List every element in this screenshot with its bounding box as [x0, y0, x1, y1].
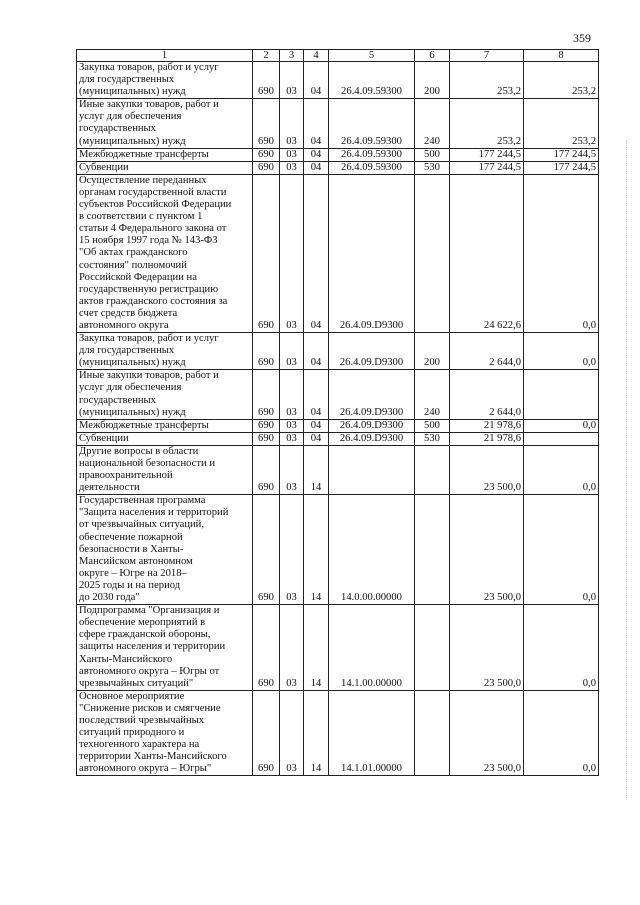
amount-col8: 0,0	[524, 690, 599, 776]
target-article-code: 26.4.09.59300	[329, 99, 415, 148]
subsection-code: 04	[304, 419, 329, 432]
target-article-code	[329, 445, 415, 494]
section-code: 03	[280, 370, 304, 419]
subsection-code: 04	[304, 370, 329, 419]
column-header: 5	[329, 50, 415, 62]
section-code: 03	[280, 148, 304, 161]
amount-col7: 21 978,6	[450, 419, 524, 432]
target-article-code: 26.4.09.59300	[329, 148, 415, 161]
scan-edge-dots	[626, 140, 628, 800]
section-code: 03	[280, 605, 304, 691]
ministry-code: 690	[253, 370, 280, 419]
ministry-code: 690	[253, 690, 280, 776]
row-name: Иные закупки товаров, работ и услуг для обеспечения государственных (муниципальных) нужд	[77, 370, 253, 419]
subsection-code: 14	[304, 690, 329, 776]
ministry-code: 690	[253, 432, 280, 445]
section-code: 03	[280, 690, 304, 776]
expense-type-code	[415, 174, 450, 332]
row-name: Иные закупки товаров, работ и услуг для обеспечения государственных (муниципальных) нужд	[77, 99, 253, 148]
section-code: 03	[280, 161, 304, 174]
section-code: 03	[280, 419, 304, 432]
target-article-code: 26.4.09.D9300	[329, 174, 415, 332]
row-name: Основное мероприятие "Снижение рисков и смягчение последствий чрезвычайных ситуаций природного и техногенного характера на территории Ханты-Мансийского автономного округа – Югры"	[77, 690, 253, 776]
row-name: Подпрограмма "Организация и обеспечение мероприятий в сфере гражданской обороны, защиты населения и территории Ханты-Мансийского автономного округа – Югры от чрезвычайных ситуаций"	[77, 605, 253, 691]
column-header: 8	[524, 50, 599, 62]
table-row	[77, 62, 599, 99]
table-row	[77, 370, 599, 419]
expense-type-code	[415, 495, 450, 605]
target-article-code: 26.4.09.D9300	[329, 370, 415, 419]
amount-col8: 253,2	[524, 62, 599, 99]
expense-type-code	[415, 690, 450, 776]
ministry-code: 690	[253, 495, 280, 605]
row-name: Субвенции	[77, 432, 253, 445]
target-article-code: 14.0.00.00000	[329, 495, 415, 605]
amount-col8: 0,0	[524, 495, 599, 605]
column-header: 2	[253, 50, 280, 62]
ministry-code: 690	[253, 333, 280, 370]
section-code: 03	[280, 62, 304, 99]
row-name: Закупка товаров, работ и услуг для государственных (муниципальных) нужд	[77, 62, 253, 99]
amount-col8: 177 244,5	[524, 148, 599, 161]
subsection-code: 04	[304, 99, 329, 148]
amount-col8: 177 244,5	[524, 161, 599, 174]
column-header: 3	[280, 50, 304, 62]
amount-col7: 23 500,0	[450, 445, 524, 494]
column-header: 1	[77, 50, 253, 62]
expense-type-code: 240	[415, 99, 450, 148]
amount-col7: 23 500,0	[450, 690, 524, 776]
section-code: 03	[280, 495, 304, 605]
table-row	[77, 148, 599, 161]
table-row	[77, 161, 599, 174]
amount-col7: 253,2	[450, 62, 524, 99]
subsection-code: 04	[304, 174, 329, 332]
column-header-row	[77, 50, 599, 62]
page-number: 359	[573, 31, 591, 45]
amount-col7: 2 644,0	[450, 370, 524, 419]
target-article-code: 14.1.00.00000	[329, 605, 415, 691]
table-row	[77, 174, 599, 332]
expense-type-code: 500	[415, 419, 450, 432]
table-row	[77, 333, 599, 370]
section-code: 03	[280, 333, 304, 370]
expense-type-code	[415, 445, 450, 494]
table-row	[77, 495, 599, 605]
section-code: 03	[280, 99, 304, 148]
target-article-code: 14.1.01.00000	[329, 690, 415, 776]
subsection-code: 04	[304, 432, 329, 445]
subsection-code: 04	[304, 62, 329, 99]
row-name: Другие вопросы в области национальной безопасности и правоохранительной деятельности	[77, 445, 253, 494]
table-row	[77, 605, 599, 691]
amount-col7: 253,2	[450, 99, 524, 148]
amount-col7: 24 622,6	[450, 174, 524, 332]
target-article-code: 26.4.09.D9300	[329, 432, 415, 445]
expense-type-code: 530	[415, 432, 450, 445]
budget-table	[76, 49, 599, 776]
amount-col7: 23 500,0	[450, 495, 524, 605]
ministry-code: 690	[253, 62, 280, 99]
ministry-code: 690	[253, 174, 280, 332]
subsection-code: 04	[304, 161, 329, 174]
row-name: Осуществление переданных органам государственной власти субъектов Российской Федерации в соответствии с пунктом 1 статьи 4 Федерального закона от 15 ноября 1997 года № 143-ФЗ "Об актах гражданского состояния" полномочий Российской Федерации на государственную регистрацию актов гражданского состояния за счет средств бюджета автономного округа	[77, 174, 253, 332]
amount-col8: 0,0	[524, 605, 599, 691]
ministry-code: 690	[253, 445, 280, 494]
amount-col8: 0,0	[524, 174, 599, 332]
expense-type-code: 200	[415, 62, 450, 99]
expense-type-code	[415, 605, 450, 691]
table-row	[77, 445, 599, 494]
ministry-code: 690	[253, 99, 280, 148]
expense-type-code: 200	[415, 333, 450, 370]
row-name: Закупка товаров, работ и услуг для государственных (муниципальных) нужд	[77, 333, 253, 370]
table-row	[77, 432, 599, 445]
subsection-code: 14	[304, 605, 329, 691]
subsection-code: 14	[304, 495, 329, 605]
row-name: Межбюджетные трансферты	[77, 419, 253, 432]
ministry-code: 690	[253, 605, 280, 691]
subsection-code: 04	[304, 148, 329, 161]
target-article-code: 26.4.09.59300	[329, 161, 415, 174]
section-code: 03	[280, 445, 304, 494]
section-code: 03	[280, 174, 304, 332]
amount-col8: 0,0	[524, 445, 599, 494]
ministry-code: 690	[253, 419, 280, 432]
table-row	[77, 690, 599, 776]
amount-col7: 21 978,6	[450, 432, 524, 445]
amount-col8: 0,0	[524, 419, 599, 432]
expense-type-code: 500	[415, 148, 450, 161]
target-article-code: 26.4.09.D9300	[329, 419, 415, 432]
column-header: 7	[450, 50, 524, 62]
target-article-code: 26.4.09.59300	[329, 62, 415, 99]
table-row	[77, 419, 599, 432]
subsection-code: 14	[304, 445, 329, 494]
column-header: 6	[415, 50, 450, 62]
row-name: Государственная программа "Защита населения и территорий от чрезвычайных ситуаций, обеспечение пожарной безопасности в Ханты- Мансийском автономном округе – Югре на 2018– 2025 годы и на период до 2030 года"	[77, 495, 253, 605]
table-row	[77, 99, 599, 148]
ministry-code: 690	[253, 161, 280, 174]
row-name: Субвенции	[77, 161, 253, 174]
expense-type-code: 530	[415, 161, 450, 174]
amount-col7: 23 500,0	[450, 605, 524, 691]
row-name: Межбюджетные трансферты	[77, 148, 253, 161]
amount-col7: 177 244,5	[450, 161, 524, 174]
ministry-code: 690	[253, 148, 280, 161]
amount-col8: 253,2	[524, 99, 599, 148]
amount-col7: 2 644,0	[450, 333, 524, 370]
amount-col8	[524, 370, 599, 419]
section-code: 03	[280, 432, 304, 445]
amount-col7: 177 244,5	[450, 148, 524, 161]
amount-col8	[524, 432, 599, 445]
amount-col8: 0,0	[524, 333, 599, 370]
expense-type-code: 240	[415, 370, 450, 419]
subsection-code: 04	[304, 333, 329, 370]
column-header: 4	[304, 50, 329, 62]
target-article-code: 26.4.09.D9300	[329, 333, 415, 370]
